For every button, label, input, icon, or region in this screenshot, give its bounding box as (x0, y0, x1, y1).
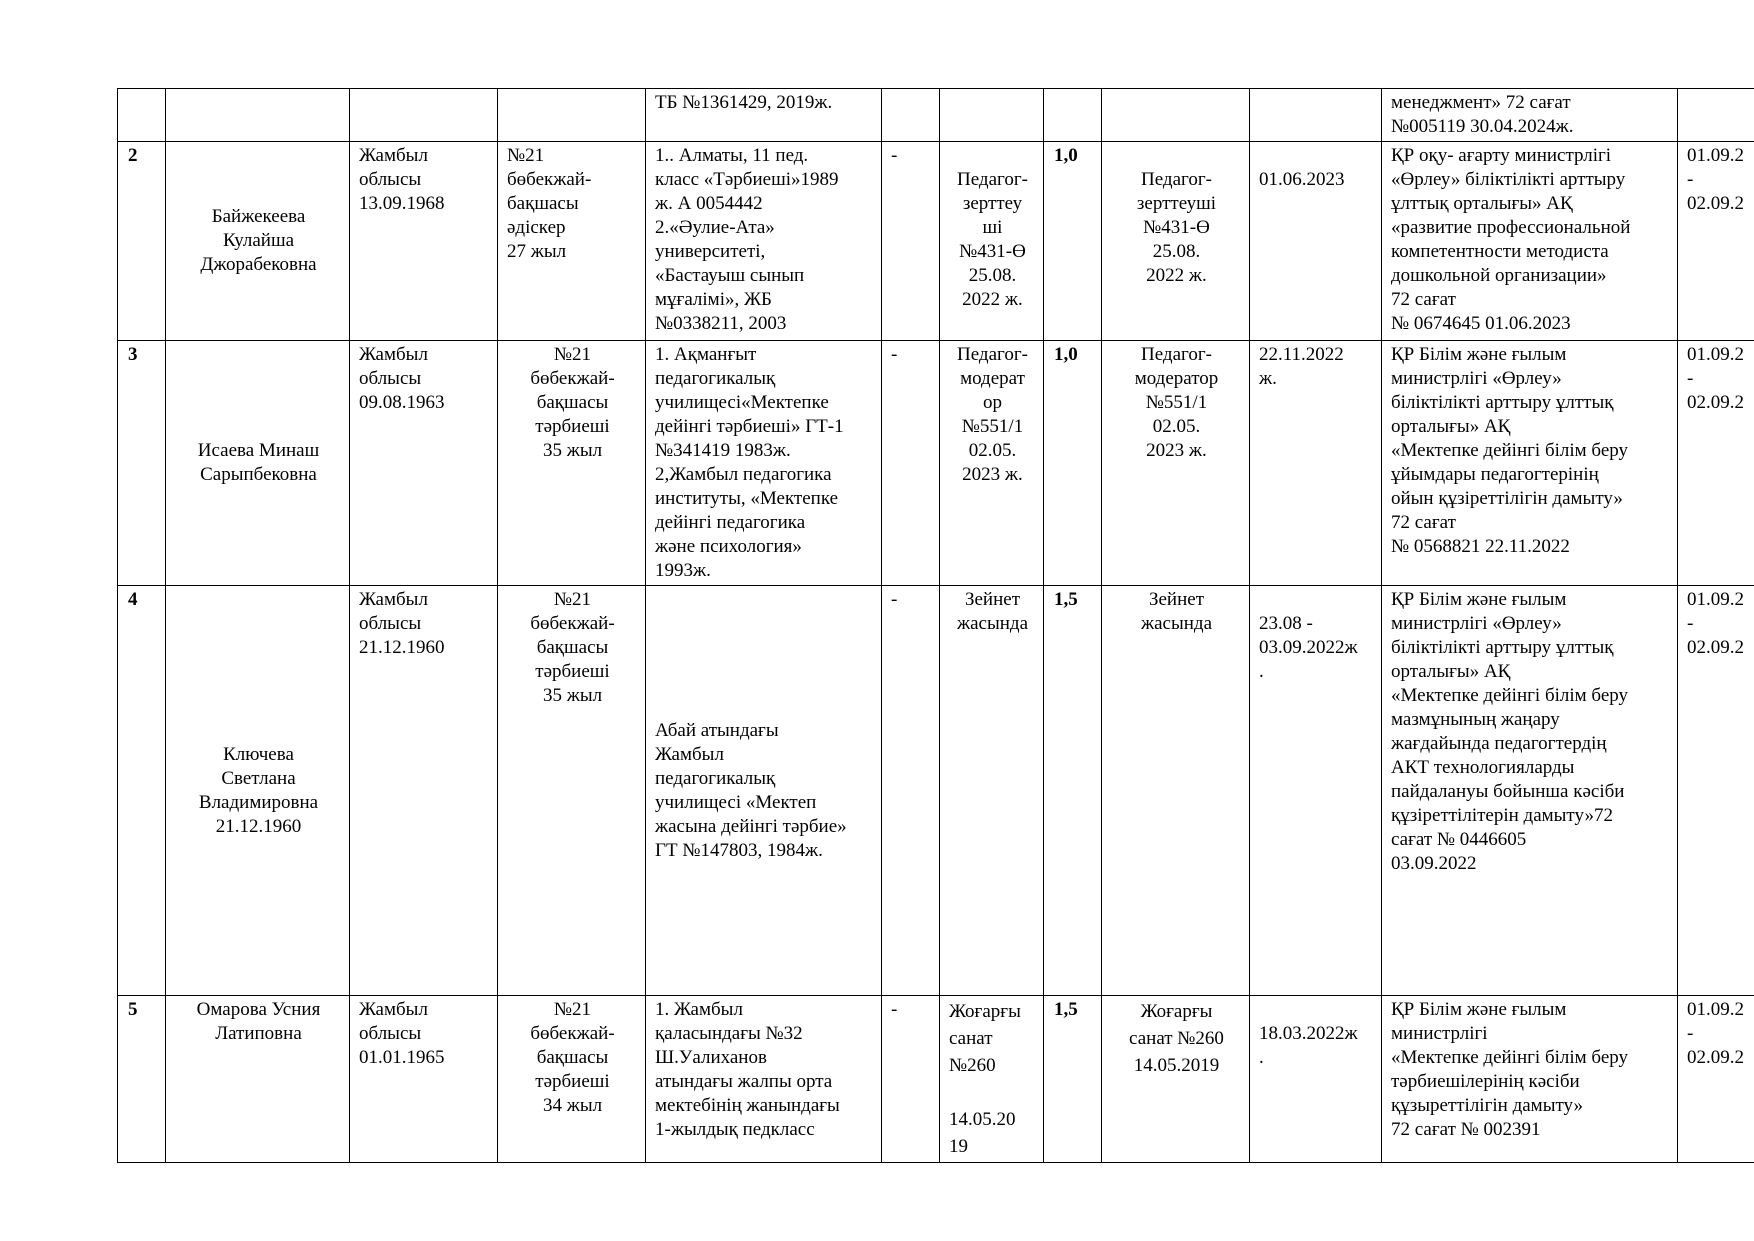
employee-name: Омарова Усния Латиповна (166, 996, 350, 1163)
period (1678, 89, 1754, 142)
education: ТБ №1361429, 2019ж. (646, 89, 882, 142)
position-experience: №21 бөбекжай- бақшасы тәрбиеші 34 жыл (498, 996, 646, 1163)
position-experience (498, 89, 646, 142)
course-date: 01.06.2023 (1250, 142, 1382, 341)
category-assigned: Зейнет жасында (1102, 586, 1250, 996)
category-assigned (1102, 89, 1250, 142)
category: Педагог- зерттеу ші №431-Ө 25.08. 2022 ж. (940, 142, 1044, 341)
coefficient: 1,5 (1044, 586, 1102, 996)
dash-cell: - (882, 142, 940, 341)
period: 01.09.2 - 02.09.2 (1678, 996, 1754, 1163)
table-row (118, 586, 1754, 996)
category: Жоғарғы санат №260 14.05.20 19 (940, 996, 1044, 1163)
birth-info (350, 89, 498, 142)
position-experience: №21 бөбекжай- бақшасы әдіскер 27 жыл (498, 142, 646, 341)
staff-table (117, 88, 1754, 1163)
coefficient: 1,5 (1044, 996, 1102, 1163)
courses: ҚР Білім және ғылым министрлігі «Мектепке дейінгі білім беру тәрбиешілерінің кәсіби құзыреттілігін дамыту» 72 сағат № 002391 (1382, 996, 1678, 1163)
row-number: 5 (118, 996, 166, 1163)
dash-cell: - (882, 996, 940, 1163)
period: 01.09.2 - 02.09.2 (1678, 142, 1754, 341)
row-number: 2 (118, 142, 166, 341)
dash-cell: - (882, 341, 940, 586)
education: 1.. Алматы, 11 пед. класс «Тәрбиеші»1989 ж. А 0054442 2.«Әулие-Ата» университеті, «Бастауыш сынып мұғалімі», ЖБ №0338211, 2003 (646, 142, 882, 341)
category-assigned: Педагог- модератор №551/1 02.05. 2023 ж. (1102, 341, 1250, 586)
row-number: 3 (118, 341, 166, 586)
employee-name (166, 89, 350, 142)
coefficient: 1,0 (1044, 341, 1102, 586)
table-row (118, 142, 1754, 341)
category: Зейнет жасында (940, 586, 1044, 996)
courses: ҚР оқу- ағарту министрлігі «Өрлеу» біліктілікті арттыру ұлттық орталығы» АҚ «развитие профессиональной компетентности методиста дошкольной организации» 72 сағат № 0674645 01.06.2023 (1382, 142, 1678, 341)
coefficient: 1,0 (1044, 142, 1102, 341)
courses: менеджмент» 72 сағат №005119 30.04.2024ж. (1382, 89, 1678, 142)
table-row (118, 89, 1754, 142)
birth-info: Жамбыл облысы 13.09.1968 (350, 142, 498, 341)
row-number: 4 (118, 586, 166, 996)
category-assigned: Педагог- зерттеуші №431-Ө 25.08. 2022 ж. (1102, 142, 1250, 341)
dash-cell: - (882, 586, 940, 996)
position-experience: №21 бөбекжай- бақшасы тәрбиеші 35 жыл (498, 586, 646, 996)
education: 1. Ақманғыт педагогикалық училищесі«Мектепке дейінгі тәрбиеші» ГТ-1 №341419 1983ж. 2,Жамбыл педагогика институты, «Мектепке дейінгі педагогика және психология» 1993ж. (646, 341, 882, 586)
birth-info: Жамбыл облысы 21.12.1960 (350, 586, 498, 996)
courses: ҚР Білім және ғылым министрлігі «Өрлеу» біліктілікті арттыру ұлттық орталығы» АҚ «Мектепке дейінгі білім беру мазмұнының жаңару жағдайында педагогтердің АКТ технологияларды пайдалануы бойынша кәсіби құзіреттілітерін дамыту»72 сағат № 0446605 03.09.2022 (1382, 586, 1678, 996)
course-date: 18.03.2022ж . (1250, 996, 1382, 1163)
courses: ҚР Білім және ғылым министрлігі «Өрлеу» біліктілікті арттыру ұлттық орталығы» АҚ «Мектепке дейінгі білім беру ұйымдары педагогтерінің ойын құзіреттілігін дамыту» 72 сағат № 0568821 22.11.2022 (1382, 341, 1678, 586)
table-row (118, 341, 1754, 586)
coefficient (1044, 89, 1102, 142)
position-experience: №21 бөбекжай- бақшасы тәрбиеші 35 жыл (498, 341, 646, 586)
category: Педагог- модерат ор №551/1 02.05. 2023 ж. (940, 341, 1044, 586)
row-number (118, 89, 166, 142)
birth-info: Жамбыл облысы 01.01.1965 (350, 996, 498, 1163)
period: 01.09.2 - 02.09.2 (1678, 341, 1754, 586)
course-date: 22.11.2022 ж. (1250, 341, 1382, 586)
employee-name: Исаева Минаш Сарыпбековна (166, 341, 350, 586)
course-date: 23.08 - 03.09.2022ж . (1250, 586, 1382, 996)
table-row (118, 996, 1754, 1163)
education: Абай атындағы Жамбыл педагогикалық училищесі «Мектеп жасына дейінгі тәрбие» ГТ №147803, 1984ж. (646, 586, 882, 996)
birth-info: Жамбыл облысы 09.08.1963 (350, 341, 498, 586)
course-date (1250, 89, 1382, 142)
employee-name: Ключева Светлана Владимировна 21.12.1960 (166, 586, 350, 996)
dash-cell (882, 89, 940, 142)
education: 1. Жамбыл қаласындағы №32 Ш.Уалиханов атындағы жалпы орта мектебінің жанындағы 1-жылдық педкласс (646, 996, 882, 1163)
period: 01.09.2 - 02.09.2 (1678, 586, 1754, 996)
category-assigned: Жоғарғы санат №260 14.05.2019 (1102, 996, 1250, 1163)
category (940, 89, 1044, 142)
employee-name: Байжекеева Кулайша Джорабековна (166, 142, 350, 341)
